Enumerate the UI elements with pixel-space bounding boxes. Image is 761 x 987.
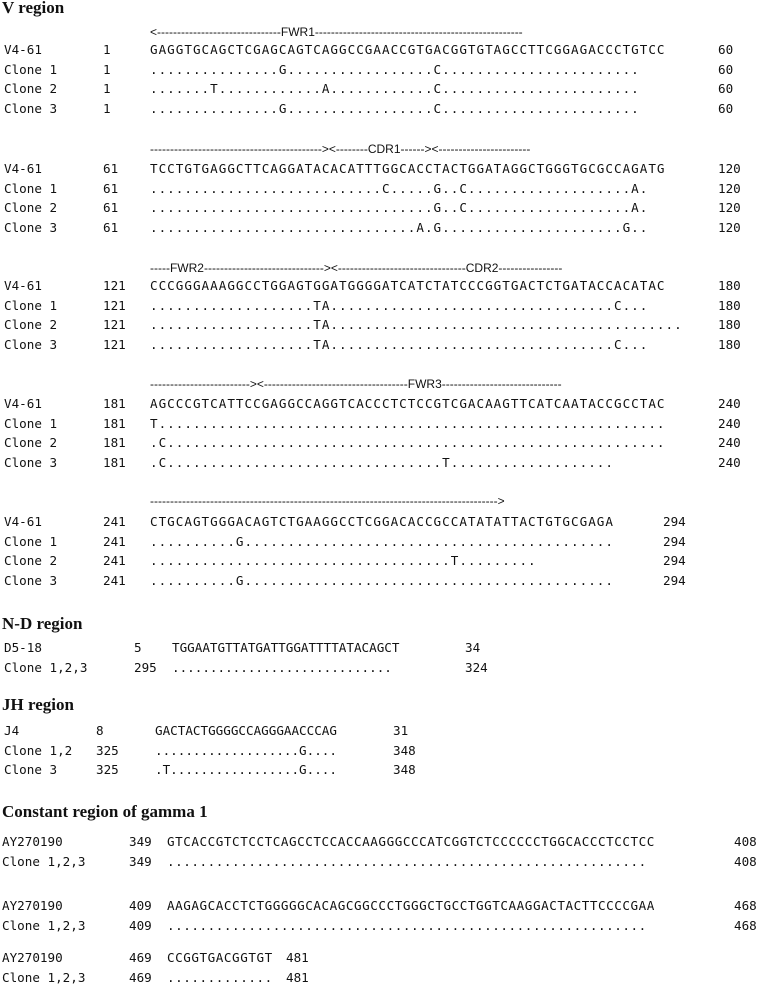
seq-name: V4-61 xyxy=(4,161,42,176)
c-block-3-seqs xyxy=(167,948,273,987)
seq-name: V4-61 xyxy=(4,396,42,411)
seq-name: V4-61 xyxy=(4,42,42,57)
c-block-1-names xyxy=(2,832,85,871)
seq-end: 408 xyxy=(734,834,757,849)
cdr1-annotation: -------------------------------------------><--------CDR1------><----------------------- xyxy=(150,142,531,156)
seq-end: 348 xyxy=(393,742,416,758)
nd-names xyxy=(4,638,87,677)
c-block-3-names xyxy=(2,948,85,987)
seq-name: Clone 2 xyxy=(4,317,58,333)
seq-start: 325 xyxy=(96,742,119,758)
c-block-3-starts xyxy=(129,948,152,987)
seq-start: 469 xyxy=(129,969,152,985)
seq-text: ...................TA......................................... xyxy=(150,317,683,333)
seq-start: 325 xyxy=(96,762,119,778)
seq-text: ........................................................... xyxy=(167,853,647,869)
v-block-4-starts xyxy=(103,394,126,472)
nd-starts xyxy=(134,638,157,677)
seq-text: CCCGGGAAAGGCCTGGAGTGGATGGGGATCATCTATCCCGGTGACTCTGATACCACATAC xyxy=(150,278,666,293)
seq-start: 181 xyxy=(103,415,126,431)
nd-ends xyxy=(465,638,488,677)
seq-end: 294 xyxy=(663,514,686,529)
seq-start: 241 xyxy=(103,572,126,588)
seq-text: GTCACCGTCTCCTCAGCCTCCACCAAGGGCCCATCGGTCTCCCCCCTGGCACCCTCCTCC xyxy=(167,834,655,849)
fwr3-end-annotation: ---------------------------------------------------------------------------------------> xyxy=(150,494,505,508)
seq-start: 61 xyxy=(103,180,119,196)
seq-end: 240 xyxy=(718,454,741,470)
seq-text: ...................G.... xyxy=(155,742,337,758)
seq-text: ...................................T......... xyxy=(150,553,537,569)
seq-start: 241 xyxy=(103,514,126,529)
seq-end: 120 xyxy=(718,219,741,235)
seq-text: TCCTGTGAGGCTTCAGGATACACATTTGGCACCTACTGGATAGGCTGGGTGCGCCAGATG xyxy=(150,161,666,176)
seq-name: Clone 2 xyxy=(4,81,58,97)
seq-text: ........................................................... xyxy=(167,917,647,933)
seq-text: GACTACTGGGGCCAGGGAACCCAG xyxy=(155,723,337,738)
seq-text: .......T............A............C....................... xyxy=(150,81,640,97)
seq-start: 469 xyxy=(129,950,152,965)
seq-name: Clone 3 xyxy=(4,454,58,470)
seq-end: 481 xyxy=(286,969,309,985)
seq-end: 294 xyxy=(663,533,686,549)
seq-start: 241 xyxy=(103,533,126,549)
seq-name: Clone 1 xyxy=(4,297,58,313)
seq-text: ...............................A.G.....................G.. xyxy=(150,219,649,235)
seq-start: 1 xyxy=(103,42,111,57)
c-block-1-seqs xyxy=(167,832,655,871)
seq-name: AY270190 xyxy=(2,898,63,913)
seq-text: ...............G.................C....................... xyxy=(150,61,640,77)
seq-text: ............. xyxy=(167,969,273,985)
v-region-title: V region xyxy=(2,0,65,17)
seq-start: 349 xyxy=(129,834,152,849)
seq-end: 60 xyxy=(718,100,734,116)
jh-seqs xyxy=(155,721,337,780)
seq-text: ...............G.................C....................... xyxy=(150,100,640,116)
seq-name: Clone 3 xyxy=(4,219,58,235)
seq-start: 1 xyxy=(103,61,111,77)
c-block-1-ends xyxy=(734,832,757,871)
seq-end: 408 xyxy=(734,853,757,869)
seq-name: V4-61 xyxy=(4,514,42,529)
v-block-5-starts xyxy=(103,512,126,590)
v-block-4-names xyxy=(4,394,57,472)
seq-end: 180 xyxy=(718,336,741,352)
seq-text: CCGGTGACGGTGT xyxy=(167,950,273,965)
seq-name: Clone 1,2,3 xyxy=(2,853,86,869)
seq-start: 181 xyxy=(103,454,126,470)
v-block-3-ends xyxy=(718,276,741,354)
seq-text: .C................................T................... xyxy=(150,454,614,470)
seq-name: AY270190 xyxy=(2,950,63,965)
seq-text: .T.................G.... xyxy=(155,762,337,778)
seq-start: 121 xyxy=(103,297,126,313)
seq-start: 409 xyxy=(129,898,152,913)
seq-name: D5-18 xyxy=(4,640,42,655)
seq-text: ............................. xyxy=(172,659,392,675)
v-block-1-starts xyxy=(103,40,111,118)
seq-start: 1 xyxy=(103,100,111,116)
seq-start: 121 xyxy=(103,336,126,352)
seq-name: Clone 1 xyxy=(4,61,58,77)
seq-text: AAGAGCACCTCTGGGGGCACAGCGGCCCTGGGCTGCCTGGTCAAGGACTACTTCCCCGAA xyxy=(167,898,655,913)
c-block-1-starts xyxy=(129,832,152,871)
seq-start: 61 xyxy=(103,219,119,235)
seq-start: 5 xyxy=(134,640,142,655)
seq-text: .................................G..C...................A. xyxy=(150,200,649,216)
seq-name: Clone 2 xyxy=(4,553,58,569)
seq-start: 349 xyxy=(129,853,152,869)
fwr3-annotation: -------------------------><------------------------------------FWR3------------------------------ xyxy=(150,377,562,391)
seq-text: T........................................................... xyxy=(150,415,666,431)
seq-start: 8 xyxy=(96,723,104,738)
fwr2-cdr2-annotation: -----FWR2------------------------------><--------------------------------CDR2---------------- xyxy=(150,261,563,275)
v-block-2-ends xyxy=(718,159,741,237)
seq-start: 1 xyxy=(103,81,111,97)
v-block-4-seqs xyxy=(150,394,666,472)
c-block-3-ends xyxy=(286,948,309,987)
seq-text: CTGCAGTGGGACAGTCTGAAGGCCTCGGACACCGCCATATATTACTGTGCGAGA xyxy=(150,514,614,529)
seq-name: Clone 1 xyxy=(4,533,58,549)
seq-start: 61 xyxy=(103,200,119,216)
v-block-5-names xyxy=(4,512,57,590)
seq-end: 240 xyxy=(718,396,741,411)
c-block-2-names xyxy=(2,896,85,935)
v-block-5-seqs xyxy=(150,512,614,590)
fwr1-annotation: <-------------------------------FWR1---------------------------------------------------- xyxy=(150,25,523,39)
seq-end: 31 xyxy=(393,723,409,738)
seq-start: 181 xyxy=(103,435,126,451)
seq-name: J4 xyxy=(4,723,20,738)
seq-end: 120 xyxy=(718,180,741,196)
jh-region-title: JH region xyxy=(2,695,74,714)
seq-end: 60 xyxy=(718,61,734,77)
seq-end: 240 xyxy=(718,435,741,451)
seq-end: 60 xyxy=(718,81,734,97)
jh-names xyxy=(4,721,72,780)
seq-text: AGCCCGTCATTCCGAGGCCAGGTCACCCTCTCCGTCGACAAGTTCATCAATACCGCCTAC xyxy=(150,396,666,411)
seq-name: Clone 1 xyxy=(4,415,58,431)
v-block-3-starts xyxy=(103,276,126,354)
seq-end: 348 xyxy=(393,762,416,778)
v-block-2-seqs xyxy=(150,159,666,237)
seq-name: V4-61 xyxy=(4,278,42,293)
v-block-2-names xyxy=(4,159,57,237)
seq-text: ..........G........................................... xyxy=(150,572,614,588)
seq-name: Clone 1,2,3 xyxy=(4,659,88,675)
seq-start: 121 xyxy=(103,278,126,293)
seq-text: GAGGTGCAGCTCGAGCAGTCAGGCCGAACCGTGACGGTGTAGCCTTCGGAGACCCTGTCC xyxy=(150,42,666,57)
seq-start: 121 xyxy=(103,317,126,333)
seq-start: 409 xyxy=(129,917,152,933)
c-block-2-starts xyxy=(129,896,152,935)
v-block-4-ends xyxy=(718,394,741,472)
seq-end: 324 xyxy=(465,659,488,675)
seq-end: 180 xyxy=(718,278,741,293)
jh-starts xyxy=(96,721,119,780)
jh-ends xyxy=(393,721,416,780)
v-block-2-starts xyxy=(103,159,118,237)
seq-end: 120 xyxy=(718,161,741,176)
seq-end: 240 xyxy=(718,415,741,431)
seq-name: Clone 2 xyxy=(4,435,58,451)
seq-start: 61 xyxy=(103,161,119,176)
seq-name: AY270190 xyxy=(2,834,63,849)
seq-start: 295 xyxy=(134,659,157,675)
constant-region-title: Constant region of gamma 1 xyxy=(2,802,208,821)
seq-name: Clone 3 xyxy=(4,336,58,352)
seq-text: ...........................C.....G..C...................A. xyxy=(150,180,649,196)
seq-name: Clone 3 xyxy=(4,762,58,778)
seq-start: 181 xyxy=(103,396,126,411)
c-block-2-ends xyxy=(734,896,757,935)
seq-name: Clone 3 xyxy=(4,100,58,116)
c-block-2-seqs xyxy=(167,896,655,935)
v-block-5-ends xyxy=(663,512,686,590)
seq-end: 60 xyxy=(718,42,734,57)
nd-region-title: N-D region xyxy=(2,614,83,633)
v-block-1-seqs xyxy=(150,40,666,118)
v-block-3-names xyxy=(4,276,57,354)
seq-end: 468 xyxy=(734,917,757,933)
seq-text: ..........G........................................... xyxy=(150,533,614,549)
seq-end: 294 xyxy=(663,553,686,569)
seq-end: 34 xyxy=(465,640,481,655)
seq-name: Clone 1,2,3 xyxy=(2,917,86,933)
seq-end: 180 xyxy=(718,317,741,333)
v-block-1-names xyxy=(4,40,57,118)
seq-end: 481 xyxy=(286,950,309,965)
seq-end: 120 xyxy=(718,200,741,216)
seq-end: 468 xyxy=(734,898,757,913)
v-block-3-seqs xyxy=(150,276,683,354)
seq-name: Clone 1,2,3 xyxy=(2,969,86,985)
seq-text: ...................TA.................................C... xyxy=(150,297,649,313)
seq-name: Clone 2 xyxy=(4,200,58,216)
seq-name: Clone 1,2 xyxy=(4,742,73,758)
seq-name: Clone 1 xyxy=(4,180,58,196)
v-block-1-ends xyxy=(718,40,733,118)
seq-end: 294 xyxy=(663,572,686,588)
seq-end: 180 xyxy=(718,297,741,313)
seq-text: ...................TA.................................C... xyxy=(150,336,649,352)
seq-text: .C.......................................................... xyxy=(150,435,666,451)
nd-seqs xyxy=(172,638,399,677)
seq-text: TGGAATGTTATGATTGGATTTTATACAGCT xyxy=(172,640,400,655)
seq-name: Clone 3 xyxy=(4,572,58,588)
seq-start: 241 xyxy=(103,553,126,569)
